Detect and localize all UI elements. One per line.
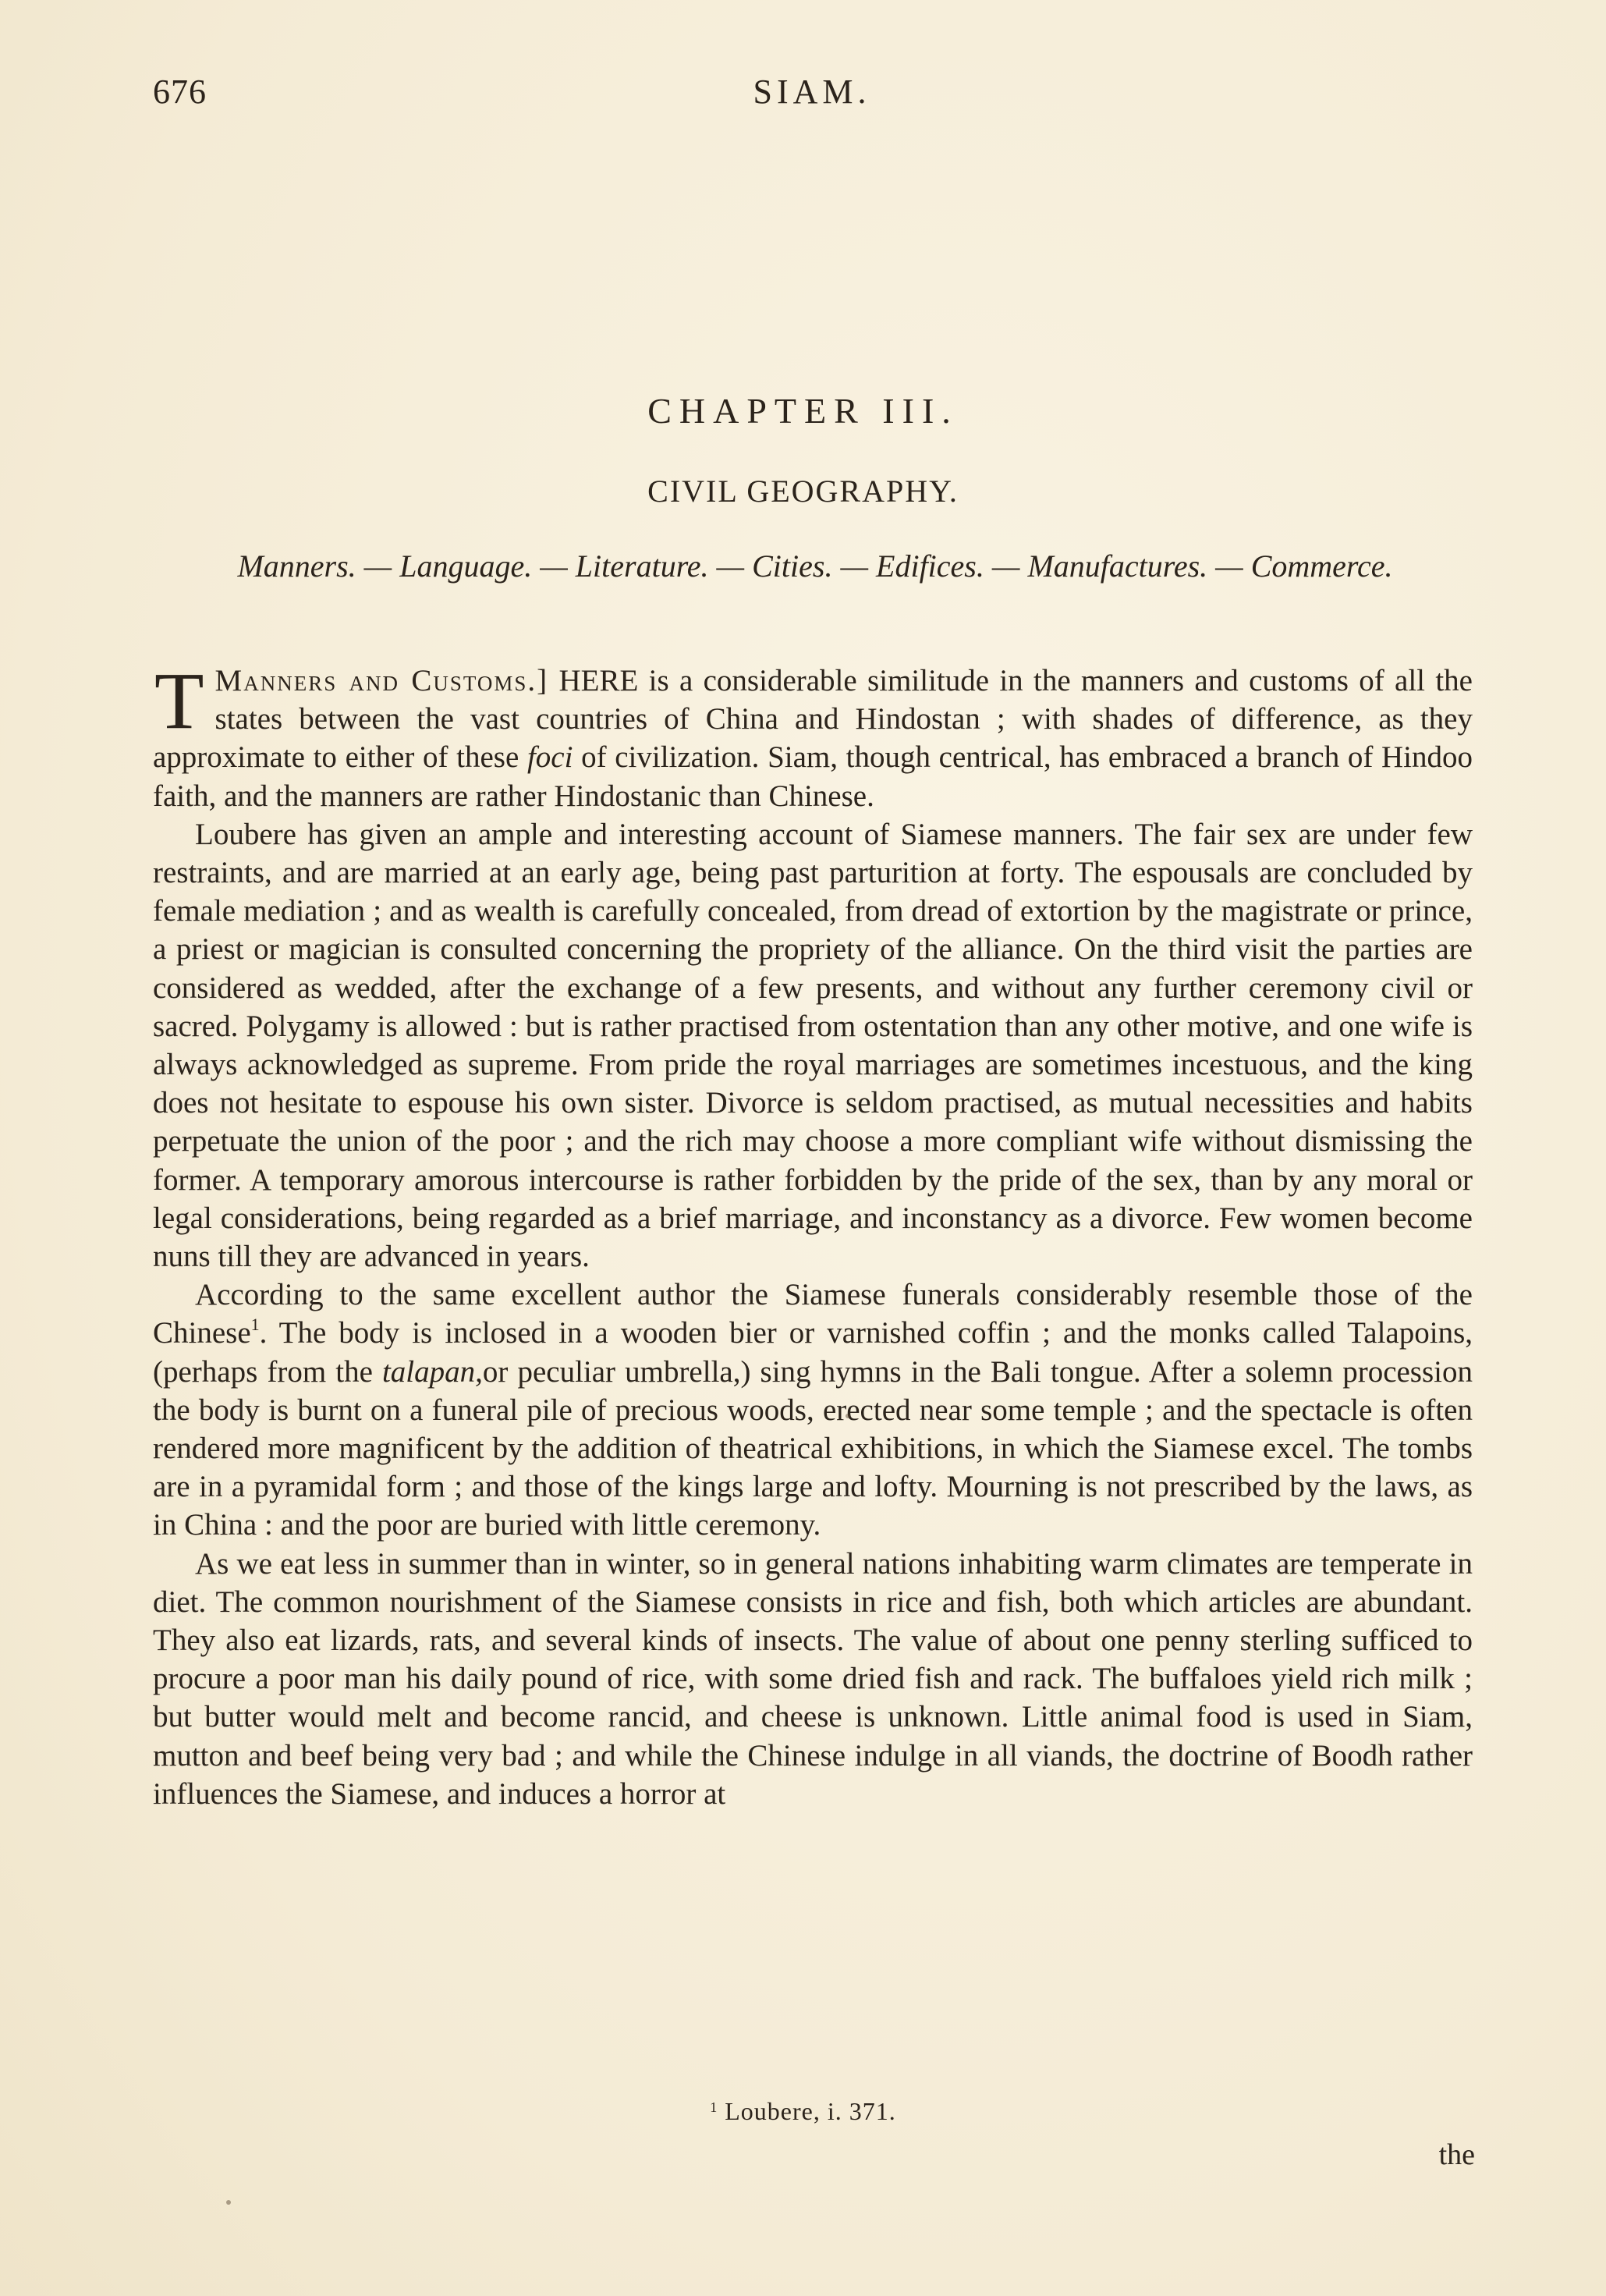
chapter-contents: Manners. — Language. — Literature. — Cities. — Edifices. — Manufactures. — Commerce. xyxy=(237,548,1393,584)
paragraph-2: Loubere has given an ample and interesting account of Siamese manners. The fair sex are under few restraints, and are married at an early age, being past parturition at forty. The espousals are concluded by female mediation ; and as wealth is carefully concealed, from dread of extortion by the magistrate or prince, a priest or magician is consulted concerning the propriety of the alliance. On the third visit the parties are considered as wedded, after the exchange of a few presents, and without any further ceremony civil or sacred. Polygamy is allowed : but is rather practised from ostentation than any other motive, and one wife is always acknowledged as supreme. From pride the royal marriages are sometimes incestuous, and the king does not hesitate to espouse his own sister. Divorce is seldom practised, as mutual necessities and habits perpetuate the union of the poor ; and the rich may choose a more compliant wife without dismissing the former. A temporary amorous intercourse is rather forbidden by the pride of the sex, than by any moral or legal considerations, being regarded as a brief marriage, and inconstancy as a divorce. Few women become nuns till they are advanced in years. xyxy=(153,817,1473,1274)
emphasis-talapan: talapan, xyxy=(381,1354,483,1389)
paper-speck xyxy=(846,1414,850,1418)
paragraph-1-end: of civilization. Siam, though centrical, has embraced a branch of Hindoo faith, and the manners are rather Hindostanic than Chinese. xyxy=(153,740,1473,813)
paragraph-3 xyxy=(153,1276,1473,1544)
footnote xyxy=(0,2097,1606,2126)
paragraph-1 xyxy=(153,656,1473,815)
paper-speck xyxy=(226,2200,231,2205)
section-heading: Manners and Customs.] xyxy=(214,664,549,697)
emphasis-foci: foci xyxy=(526,740,573,775)
catchword: the xyxy=(1438,2138,1475,2171)
page-header xyxy=(153,72,1471,119)
paragraph-3-c: or peculiar umbrella,) sing hymns in the Bali tongue. After a solemn procession the body is burnt on a funeral pile of precious woods, erected near some temple ; and the spectacle is often rendered more magnificent by the addition of theatrical exhibitions, in which the Siamese excel. The tombs are in a pyramidal form ; and those of the kings large and lofty. Mourning is not prescribed by the laws, as in China : and the poor are buried with little ceremony. xyxy=(153,1354,1473,1542)
running-head: SIAM. xyxy=(753,73,871,111)
paragraph-1-text: HERE is a considerable similitude in the manners and customs of all the states between the vast countries of China and Hindostan ; with shades of difference, as they approximate to either of these xyxy=(153,664,1473,775)
paragraph-3-a: According to the same excellent author the Siamese funerals considerably resemble those of the Chinese xyxy=(153,1278,1473,1350)
chapter-title: CHAPTER III. xyxy=(647,391,959,431)
paragraph-3-b: . The body is inclosed in a wooden bier or varnished coffin ; and the monks called Talapoins, (perhaps from the xyxy=(153,1316,1473,1389)
drop-cap: T xyxy=(154,656,204,746)
footnote-marker: 1 xyxy=(250,1315,260,1335)
page-number: 676 xyxy=(153,73,207,111)
paragraph-4: As we eat less in summer than in winter, so in general nations inhabiting warm climates are temperate in diet. The common nourishment of the Siamese consists in rice and fish, both which articles are abundant. They also eat lizards, rats, and several kinds of insects. The value of about one penny sterling sufficed to procure a poor man his daily pound of rice, with some dried fish and rack. The buffaloes yield rich milk ; but butter would melt and become rancid, and cheese is unknown. Little animal food is used in Siam, mutton and beef being very bad ; and while the Chinese indulge in all viands, the doctrine of Boodh rather influences the Siamese, and induces a horror at xyxy=(153,1546,1473,1811)
chapter-subtitle: CIVIL GEOGRAPHY. xyxy=(647,474,959,509)
body-text xyxy=(153,656,1473,1813)
footnote-mark: 1 xyxy=(710,2099,718,2115)
footnote-text: Loubere, i. 371. xyxy=(725,2097,896,2125)
